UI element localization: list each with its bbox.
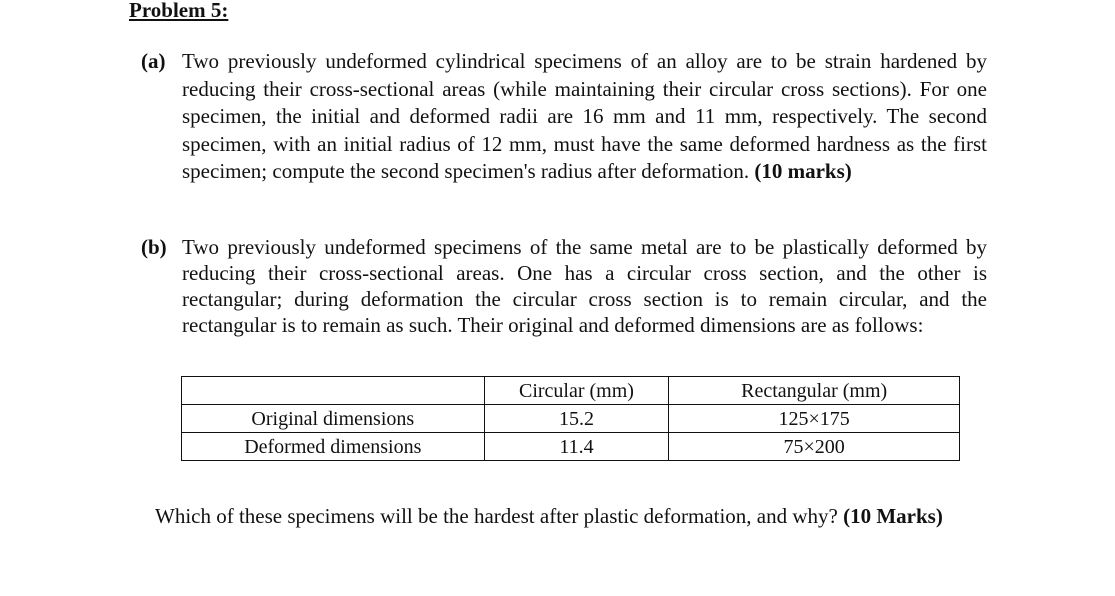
deformed-rectangular: 75×200 [669,433,960,461]
part-b-label: (b) [141,235,167,259]
part-a-text [182,48,987,186]
part-a-marks: (10 marks) [754,159,852,183]
table-header-row [182,377,960,405]
question-text: Which of these specimens will be the hardest after plastic deformation, and why? [155,504,838,528]
table-header-empty [182,377,485,405]
part-a-label: (a) [141,49,166,73]
question [155,503,943,529]
table-row [182,433,960,461]
question-marks: (10 Marks) [843,504,943,528]
part-a-body: Two previously undeformed cylindrical specimens of an alloy are to be strain hardened by reducing their cross-sectional areas (while maintaining their circular cross sections). For one specimen, the initial and deformed radii are 16 mm and 11 mm, respectively. The second specimen, with an initial radius of 12 mm, must have the same deformed hardness as the first specimen; compute the second specimen's radius after deformation. [182,49,987,183]
original-circular: 15.2 [484,405,669,433]
part-b-text: Two previously undeformed specimens of the same metal are to be plastically deformed by reducing their cross-sectional areas. One has a circular cross section, and the other is rectangular; during deformation the circular cross section is to remain circular, and the rectangular is to remain as such. Their original and deformed dimensions are as follows: [182,235,987,337]
problem-title: Problem 5: [129,0,229,22]
table-header-circular: Circular (mm) [484,377,669,405]
part-a [141,48,987,186]
row-label-original: Original dimensions [182,405,485,433]
part-b [141,234,987,338]
original-rectangular: 125×175 [669,405,960,433]
deformed-circular: 11.4 [484,433,669,461]
row-label-deformed: Deformed dimensions [182,433,485,461]
table-header-rectangular: Rectangular (mm) [669,377,960,405]
table-row [182,405,960,433]
dimensions-table [181,376,960,461]
